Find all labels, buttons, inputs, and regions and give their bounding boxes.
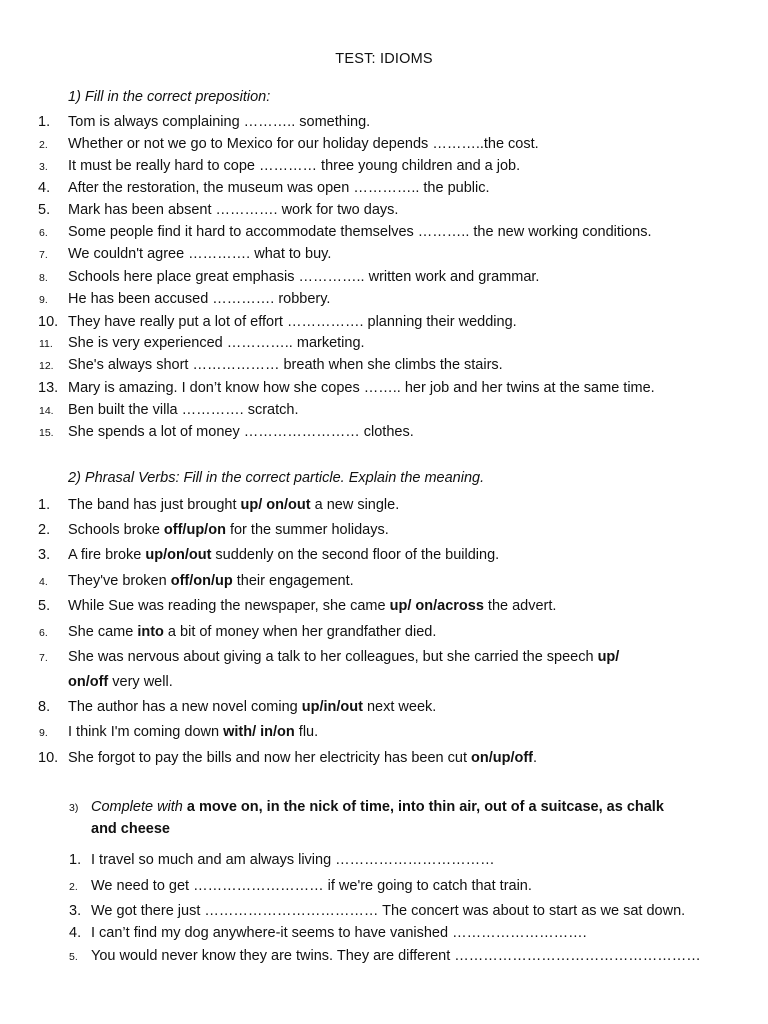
s2-item-9 bbox=[39, 723, 319, 741]
item-number: 6. bbox=[39, 227, 48, 239]
item-choices: up/ on/across bbox=[389, 598, 484, 614]
item-text: You would never know they are twins. They are different …………………………………………… bbox=[91, 948, 701, 964]
item-text: We couldn't agree …………. what to buy. bbox=[68, 246, 332, 262]
item-choices: up/ bbox=[597, 649, 620, 665]
section-2-heading: 2) Phrasal Verbs: Fill in the correct particle. Explain the meaning. bbox=[68, 470, 485, 486]
item-number: 10. bbox=[38, 314, 59, 330]
item-number: 5. bbox=[69, 951, 78, 963]
item-choices: on/off bbox=[68, 674, 109, 690]
item-number: 7. bbox=[39, 249, 48, 261]
page-title: TEST: IDIOMS bbox=[335, 51, 433, 67]
item-text: She spends a lot of money …………………… clothes. bbox=[68, 424, 414, 440]
item-text: Ben built the villa …………. scratch. bbox=[68, 402, 299, 418]
s1-item-3 bbox=[39, 157, 521, 175]
item-text: She's always short ……………… breath when she climbs the stairs. bbox=[68, 357, 503, 373]
s1-item-9 bbox=[39, 290, 331, 308]
item-number: 10. bbox=[38, 750, 59, 766]
item-choices: up/ on/out bbox=[240, 497, 311, 513]
s1-item-11 bbox=[39, 334, 365, 352]
s3-item-3 bbox=[69, 902, 686, 920]
item-number: 4. bbox=[69, 925, 82, 941]
section-3-number: 3) bbox=[69, 802, 79, 814]
s1-item-15 bbox=[39, 423, 414, 441]
item-number: 15. bbox=[39, 427, 54, 439]
s1-item-6 bbox=[39, 223, 652, 241]
item-text: Mark has been absent …………. work for two days. bbox=[68, 202, 399, 218]
item-number: 2. bbox=[69, 881, 78, 893]
item-text: Some people find it hard to accommodate themselves ……….. the new working conditions. bbox=[68, 224, 652, 240]
s3-item-4 bbox=[69, 924, 587, 942]
s2-item-4 bbox=[39, 572, 354, 590]
s2-item-7-continued bbox=[68, 673, 173, 691]
item-choices: with/ in/on bbox=[223, 724, 295, 740]
item-text-post: suddenly on the second floor of the building. bbox=[211, 547, 500, 563]
s2-item-1 bbox=[38, 496, 400, 514]
item-text-post: the advert. bbox=[483, 598, 557, 614]
item-text: I travel so much and am always living …………………………… bbox=[91, 852, 495, 868]
item-text: We need to get ……………………… if we're going to catch that train. bbox=[91, 878, 532, 894]
item-text-pre: She was nervous about giving a talk to her colleagues, but she carried the speech bbox=[68, 649, 598, 665]
s1-item-13 bbox=[38, 379, 655, 397]
item-text-post: a bit of money when her grandfather died. bbox=[163, 624, 437, 640]
item-choices: off/up/on bbox=[163, 522, 226, 538]
item-number: 3. bbox=[39, 161, 48, 173]
item-number: 14. bbox=[39, 405, 54, 417]
item-text-post: a new single. bbox=[310, 497, 400, 513]
item-number: 3. bbox=[38, 547, 51, 563]
item-text: Tom is always complaining ……….. something. bbox=[68, 114, 371, 130]
item-choices: on/up/off bbox=[471, 750, 534, 766]
section-1-heading: 1) Fill in the correct preposition: bbox=[68, 89, 271, 105]
s3-item-1 bbox=[69, 851, 495, 869]
item-text-pre: While Sue was reading the newspaper, she came bbox=[68, 598, 390, 614]
item-text: Schools here place great emphasis ………….. written work and grammar. bbox=[68, 269, 540, 285]
item-number: 1. bbox=[69, 852, 82, 868]
s3-item-2 bbox=[69, 877, 532, 895]
item-text: After the restoration, the museum was open ………….. the public. bbox=[68, 180, 490, 196]
s2-item-2 bbox=[38, 521, 389, 539]
item-text: We got there just ……………………………… The concert was about to start as we sat down. bbox=[91, 903, 686, 919]
item-text-pre: The band has just brought bbox=[68, 497, 241, 513]
item-text: I can’t find my dog anywhere-it seems to have vanished ………………………. bbox=[91, 925, 587, 941]
item-number: 6. bbox=[39, 627, 48, 639]
item-text: It must be really hard to cope ………… three young children and a job. bbox=[68, 158, 521, 174]
item-text-pre: Schools broke bbox=[68, 522, 164, 538]
item-text-post: flu. bbox=[294, 724, 319, 740]
item-text-pre: The author has a new novel coming bbox=[68, 699, 302, 715]
item-number: 2. bbox=[38, 522, 51, 538]
item-number: 2. bbox=[39, 139, 48, 151]
item-text-pre: They've broken bbox=[68, 573, 171, 589]
item-number: 8. bbox=[39, 272, 48, 284]
item-number: 9. bbox=[39, 727, 48, 739]
s1-item-5 bbox=[38, 201, 399, 219]
item-number: 4. bbox=[38, 180, 51, 196]
item-text-post: very well. bbox=[108, 674, 173, 690]
item-text: Whether or not we go to Mexico for our holiday depends ………..the cost. bbox=[68, 136, 539, 152]
item-text-pre: She came bbox=[68, 624, 138, 640]
item-text: Mary is amazing. I don’t know how she copes …….. her job and her twins at the same time. bbox=[68, 380, 655, 396]
s2-item-10 bbox=[38, 749, 538, 767]
item-text: She is very experienced ………….. marketing. bbox=[68, 335, 365, 351]
item-text-pre: I think I'm coming down bbox=[68, 724, 224, 740]
item-number: 12. bbox=[39, 360, 54, 372]
item-text-post: next week. bbox=[362, 699, 437, 715]
item-number: 13. bbox=[38, 380, 59, 396]
item-number: 1. bbox=[38, 114, 51, 130]
item-number: 4. bbox=[39, 576, 48, 588]
item-choices: into bbox=[137, 624, 164, 640]
item-number: 1. bbox=[38, 497, 51, 513]
s3-item-5 bbox=[69, 947, 701, 965]
s1-item-10 bbox=[38, 313, 517, 331]
s2-item-3 bbox=[38, 546, 500, 564]
section-3-phrase-list-end: and cheese bbox=[91, 821, 170, 837]
item-text: They have really put a lot of effort ……………. planning their wedding. bbox=[68, 314, 517, 330]
item-text-post: for the summer holidays. bbox=[225, 522, 389, 538]
s1-item-1 bbox=[38, 113, 371, 131]
item-choices: off/on/up bbox=[170, 573, 233, 589]
item-choices: up/in/out bbox=[301, 699, 363, 715]
item-number: 7. bbox=[39, 652, 48, 664]
item-text-post: . bbox=[533, 750, 538, 766]
item-text-post: their engagement. bbox=[232, 573, 354, 589]
s1-item-8 bbox=[39, 268, 540, 286]
s1-item-14 bbox=[39, 401, 299, 419]
s1-item-7 bbox=[39, 245, 332, 263]
item-number: 3. bbox=[69, 903, 82, 919]
section-3-heading-lead: Complete with bbox=[91, 799, 187, 815]
item-number: 11. bbox=[39, 338, 53, 350]
s2-item-8 bbox=[38, 698, 437, 716]
item-choices: up/on/out bbox=[145, 547, 212, 563]
s2-item-5 bbox=[38, 597, 557, 615]
item-text-pre: She forgot to pay the bills and now her electricity has been cut bbox=[68, 750, 472, 766]
section-3-phrase-list: a move on, in the nick of time, into thin air, out of a suitcase, as chalk bbox=[186, 799, 664, 815]
item-number: 9. bbox=[39, 294, 48, 306]
s2-item-6 bbox=[39, 623, 437, 641]
item-number: 5. bbox=[38, 598, 51, 614]
s2-item-7 bbox=[39, 648, 620, 666]
s1-item-4 bbox=[38, 179, 490, 197]
s1-item-2 bbox=[39, 135, 539, 153]
item-text-pre: A fire broke bbox=[68, 547, 146, 563]
item-text: He has been accused …………. robbery. bbox=[68, 291, 331, 307]
item-number: 5. bbox=[38, 202, 51, 218]
item-number: 8. bbox=[38, 699, 51, 715]
section-3-heading bbox=[69, 796, 711, 840]
s1-item-12 bbox=[39, 356, 503, 374]
